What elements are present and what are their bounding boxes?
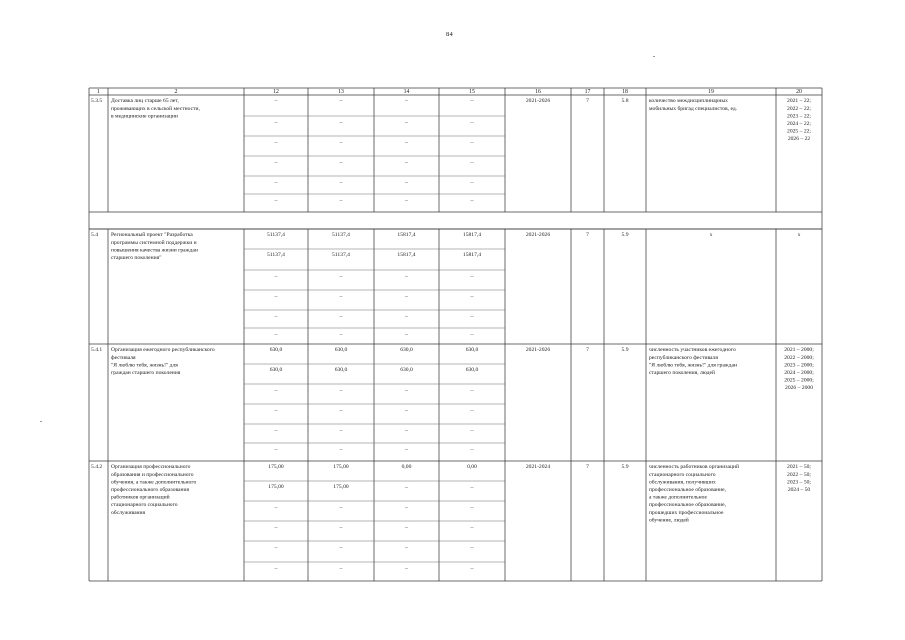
value-cell: – bbox=[339, 97, 343, 104]
dash-cell: – bbox=[339, 427, 343, 434]
dash-cell: – bbox=[274, 524, 278, 531]
indicator-line: х bbox=[709, 232, 713, 239]
dash-cell: – bbox=[274, 179, 278, 186]
row-name-line: стационарного социального bbox=[111, 502, 178, 509]
target-line: 2021 – 50; bbox=[787, 464, 811, 471]
dash-cell: – bbox=[274, 119, 278, 126]
column-18-cell: 5.9 bbox=[621, 232, 629, 239]
dash-cell: – bbox=[405, 139, 408, 146]
value-cell: 175,00 bbox=[333, 463, 349, 470]
column-18-cell: 5.9 bbox=[621, 347, 629, 354]
target-line: 2022 – 2000; bbox=[784, 354, 814, 361]
dash-cell: – bbox=[274, 159, 278, 166]
row-number: 5.4 bbox=[91, 232, 98, 239]
column-header: 15 bbox=[469, 89, 475, 96]
indicator-line: профессиональное образование, bbox=[649, 487, 727, 493]
target-line: 2021 – 2000; bbox=[784, 347, 814, 354]
dash-cell: – bbox=[339, 293, 343, 300]
value-cell: 630,0 bbox=[269, 366, 283, 373]
dash-cell: – bbox=[339, 313, 343, 320]
value-cell: 51137,4 bbox=[332, 231, 350, 238]
dash-cell: – bbox=[470, 565, 474, 572]
indicator-line: профессиональное образование, bbox=[649, 502, 727, 509]
row-name-line: обслуживания bbox=[111, 509, 146, 516]
dash-cell: – bbox=[405, 524, 408, 531]
indicator-line: численность участников ежегодного bbox=[649, 347, 736, 354]
dash-cell: – bbox=[274, 504, 278, 511]
dash-cell: – bbox=[405, 427, 408, 434]
dash-cell: – bbox=[405, 273, 408, 280]
dash-cell: – bbox=[339, 565, 343, 572]
dash-cell: – bbox=[470, 544, 474, 551]
value-cell: 175,00 bbox=[268, 483, 284, 490]
row-name-line: программы системной поддержки и bbox=[111, 239, 197, 246]
column-header: 20 bbox=[796, 89, 802, 96]
table-cells bbox=[91, 89, 814, 571]
value-cell: 630,0 bbox=[334, 366, 348, 373]
period-cell: 2021-2024 bbox=[525, 464, 551, 471]
row-name-line: Доставка лиц старше 65 лет, bbox=[111, 98, 179, 105]
period-cell: 2021-2026 bbox=[525, 347, 551, 354]
column-17-cell: 7 bbox=[586, 98, 589, 105]
row-name-line: граждан старшего поколения bbox=[111, 370, 181, 376]
column-header: 12 bbox=[273, 89, 279, 96]
column-18-cell: 5.9 bbox=[621, 464, 629, 471]
target-line: 2026 – 22 bbox=[787, 136, 811, 143]
value-cell: 175,00 bbox=[268, 463, 284, 470]
indicator-line: мобильных бригад специалистов, ед. bbox=[649, 105, 738, 112]
column-header: 18 bbox=[622, 89, 628, 96]
target-line: 2024 – 2000; bbox=[784, 370, 814, 376]
indicator-line: количество междисциплинарных bbox=[649, 98, 728, 105]
value-cell: 630,0 bbox=[269, 346, 283, 353]
indicator-line: старшего поколения, людей bbox=[649, 370, 716, 376]
column-header: 2 bbox=[174, 89, 178, 96]
column-header: 14 bbox=[403, 89, 410, 96]
dash-cell: – bbox=[470, 427, 474, 434]
target-line: 2024 – 22; bbox=[787, 121, 811, 127]
dash-cell: – bbox=[274, 293, 278, 300]
indicator-line: "Я люблю тебя, жизнь!" для граждан bbox=[649, 362, 737, 369]
target-line: 2022 – 50; bbox=[787, 471, 811, 478]
indicator-line: прошедших профессиональное bbox=[649, 509, 724, 516]
value-cell: 15817,4 bbox=[397, 251, 416, 258]
target-line: 2023 – 22; bbox=[787, 113, 811, 120]
dash-cell: – bbox=[470, 293, 474, 300]
column-header: 19 bbox=[708, 89, 714, 96]
value-cell: 630,0 bbox=[400, 346, 413, 353]
target-line: 2024 – 50 bbox=[787, 487, 811, 493]
dash-cell: – bbox=[470, 407, 474, 414]
target-line: 2022 – 22; bbox=[787, 105, 811, 112]
dash-cell: – bbox=[470, 139, 474, 146]
dash-cell: – bbox=[274, 427, 278, 434]
dash-cell: – bbox=[470, 387, 474, 394]
dash-cell: – bbox=[470, 446, 474, 453]
indicator-line: обслуживания, получивших bbox=[649, 479, 716, 486]
column-header: 1 bbox=[97, 89, 100, 96]
row-name-line: "Я люблю тебя, жизнь!" для bbox=[111, 362, 178, 369]
dash-cell: – bbox=[405, 197, 408, 204]
dash-cell: – bbox=[405, 544, 408, 551]
dash-cell: – bbox=[339, 331, 343, 338]
row-name-line: обучения, а также дополнительного bbox=[111, 479, 197, 486]
value-cell: – bbox=[470, 97, 474, 104]
dash-cell: – bbox=[405, 119, 408, 126]
value-cell: 15817,4 bbox=[397, 231, 416, 238]
value-cell: 630,0 bbox=[465, 346, 479, 353]
dash-cell: – bbox=[405, 179, 408, 186]
dash-cell: – bbox=[339, 544, 343, 551]
value-cell: 15817,4 bbox=[462, 231, 482, 238]
row-name-line: проживающих в сельской местности, bbox=[111, 105, 200, 112]
target-line: 2025 – 22; bbox=[787, 128, 811, 135]
row-number: 5.4.1 bbox=[91, 347, 103, 354]
dash-cell: – bbox=[405, 446, 408, 453]
dash-cell: – bbox=[405, 565, 408, 572]
dash-cell: – bbox=[339, 197, 343, 204]
row-name-line: фестиваля bbox=[111, 354, 136, 361]
dash-cell: – bbox=[470, 504, 474, 511]
dash-cell: – bbox=[274, 446, 278, 453]
dash-cell: – bbox=[470, 331, 474, 338]
row-name-line: Организация ежегодного республиканского bbox=[111, 347, 215, 354]
value-cell: 0,00 bbox=[401, 463, 412, 470]
dash-cell: – bbox=[405, 159, 408, 166]
dash-cell: – bbox=[339, 446, 343, 453]
dash-cell: – bbox=[339, 387, 343, 394]
dash-cell: – bbox=[274, 273, 278, 280]
dash-cell: – bbox=[339, 179, 343, 186]
value-cell: 630,0 bbox=[400, 366, 413, 373]
dash-cell: – bbox=[405, 293, 408, 300]
column-17-cell: 7 bbox=[586, 464, 589, 471]
dash-cell: – bbox=[470, 313, 474, 320]
row-number: 5.3.5 bbox=[91, 98, 103, 105]
dash-cell: – bbox=[339, 504, 343, 511]
dash-cell: – bbox=[470, 119, 474, 126]
dash-cell: – bbox=[470, 524, 474, 531]
value-cell: 51137,4 bbox=[267, 251, 285, 258]
indicator-line: обучение, людей bbox=[649, 517, 689, 524]
target-line: х bbox=[797, 232, 801, 239]
scan-speck bbox=[653, 56, 655, 57]
row-name-line: повышения качества жизни граждан bbox=[111, 247, 198, 254]
dash-cell: – bbox=[339, 159, 343, 166]
value-cell: 0,00 bbox=[467, 463, 477, 470]
dash-cell: – bbox=[339, 139, 343, 146]
dash-cell: – bbox=[470, 179, 474, 186]
dash-cell: – bbox=[405, 504, 408, 511]
period-cell: 2021-2026 bbox=[525, 232, 551, 239]
dash-cell: – bbox=[274, 197, 278, 204]
dash-cell: – bbox=[470, 197, 474, 204]
scan-speck bbox=[40, 421, 42, 422]
value-cell: – bbox=[405, 97, 408, 104]
dash-cell: – bbox=[339, 524, 343, 531]
row-name-line: работников организаций bbox=[111, 494, 170, 501]
row-name-line: Организация профессионального bbox=[111, 464, 191, 471]
indicator-line: республиканского фестиваля bbox=[649, 354, 718, 361]
period-cell: 2021-2026 bbox=[525, 98, 551, 105]
column-header: 17 bbox=[584, 89, 591, 96]
value-cell: 175,00 bbox=[333, 483, 349, 490]
value-cell: 15817,4 bbox=[462, 251, 482, 258]
target-line: 2026 – 2000 bbox=[785, 385, 813, 392]
column-header: 16 bbox=[535, 89, 541, 96]
target-line: 2021 – 22; bbox=[787, 98, 811, 105]
target-line: 2025 – 2000; bbox=[784, 377, 814, 384]
page-number: 84 bbox=[446, 31, 453, 38]
row-name-line: Региональный проект "Разработка bbox=[111, 232, 193, 239]
dash-cell: – bbox=[405, 484, 408, 491]
row-name-line: образования и профессионального bbox=[111, 471, 194, 478]
dash-cell: – bbox=[274, 565, 278, 572]
column-18-cell: 5.8 bbox=[621, 98, 629, 105]
dash-cell: – bbox=[274, 544, 278, 551]
dash-cell: – bbox=[470, 273, 474, 280]
dash-cell: – bbox=[339, 273, 343, 280]
indicator-line: а также дополнительное bbox=[649, 494, 708, 501]
row-number: 5.4.2 bbox=[91, 464, 103, 471]
row-name-line: профессионального образования bbox=[111, 487, 190, 493]
column-17-cell: 7 bbox=[586, 232, 589, 239]
row-name-line: старшего поколения" bbox=[111, 255, 162, 261]
row-name-line: в медицинские организации bbox=[111, 113, 178, 120]
value-cell: 630,0 bbox=[334, 346, 348, 353]
dash-cell: – bbox=[405, 313, 408, 320]
dash-cell: – bbox=[274, 407, 278, 414]
dash-cell: – bbox=[274, 387, 278, 394]
indicator-line: численность работников организаций bbox=[649, 464, 739, 471]
dash-cell: – bbox=[405, 387, 408, 394]
column-header: 13 bbox=[338, 89, 344, 96]
dash-cell: – bbox=[274, 331, 278, 338]
dash-cell: – bbox=[405, 407, 408, 414]
dash-cell: – bbox=[405, 331, 408, 338]
dash-cell: – bbox=[274, 313, 278, 320]
value-cell: 51137,4 bbox=[332, 251, 350, 258]
dash-cell: – bbox=[339, 119, 343, 126]
value-cell: – bbox=[274, 97, 278, 104]
target-line: 2023 – 2000; bbox=[784, 362, 814, 369]
column-17-cell: 7 bbox=[586, 347, 589, 354]
value-cell: 630,0 bbox=[465, 366, 479, 373]
indicator-line: стационарного социального bbox=[649, 471, 716, 478]
dash-cell: – bbox=[274, 139, 278, 146]
target-line: 2023 – 50; bbox=[787, 479, 811, 486]
value-cell: 51137,4 bbox=[267, 231, 285, 238]
dash-cell: – bbox=[470, 484, 474, 491]
dash-cell: – bbox=[339, 407, 343, 414]
dash-cell: – bbox=[470, 159, 474, 166]
